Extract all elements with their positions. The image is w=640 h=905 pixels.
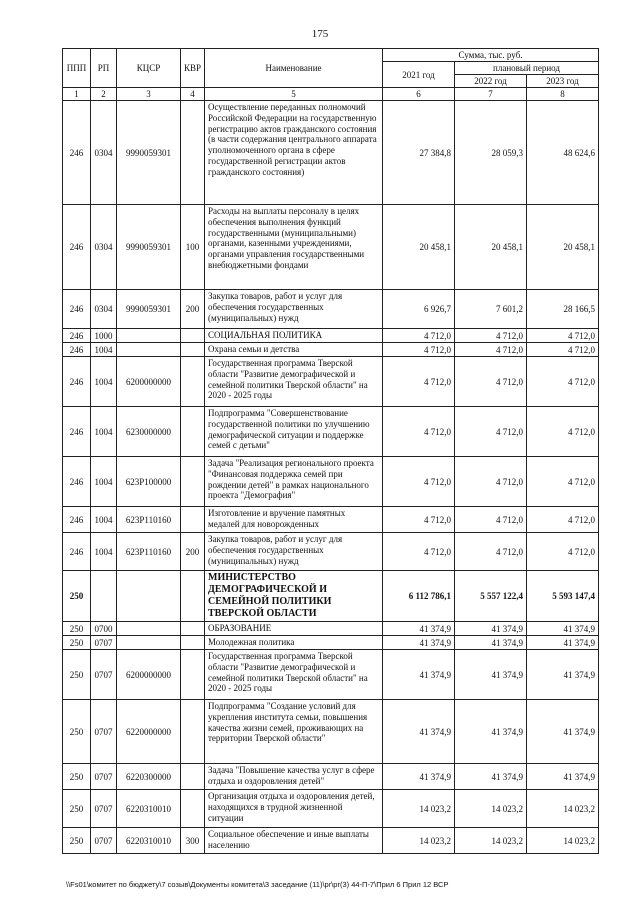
cell-kcsr xyxy=(117,571,181,622)
cell-amount-2023: 14 023,2 xyxy=(527,828,599,854)
cell-amount-2021: 4 712,0 xyxy=(383,343,455,357)
cell-amount-2022: 5 557 122,4 xyxy=(455,571,527,622)
cell-kvr xyxy=(181,101,205,205)
page-number: 175 xyxy=(311,28,329,40)
table-row xyxy=(63,101,599,205)
cell-amount-2023: 28 166,5 xyxy=(527,290,599,329)
cell-amount-2023: 5 593 147,4 xyxy=(527,571,599,622)
cell-ppp: 246 xyxy=(63,407,91,457)
cell-amount-2021: 4 712,0 xyxy=(383,329,455,343)
cell-name: Задача "Реализация регионального проекта "Финансовая поддержка семей при рождении детей" в рамках национального проекта "Демография" xyxy=(205,457,383,507)
cell-rp: 0707 xyxy=(91,764,117,790)
cell-amount-2021: 41 374,9 xyxy=(383,764,455,790)
cell-amount-2021: 4 712,0 xyxy=(383,407,455,457)
cell-amount-2022: 4 712,0 xyxy=(455,407,527,457)
cell-ppp: 246 xyxy=(63,329,91,343)
header-ppp: ППП xyxy=(63,49,91,88)
cell-kvr: 300 xyxy=(181,828,205,854)
cell-kcsr: 6220310010 xyxy=(117,828,181,854)
column-number: 1 xyxy=(63,88,91,101)
cell-amount-2022: 4 712,0 xyxy=(455,329,527,343)
cell-name: Осуществление переданных полномочий Российской Федерации на государственную регистрацию актов гражданского состояния (в части содержания центрального аппарата уполномоченного органа в сфере государственной регистрации актов гражданского состояния) xyxy=(205,101,383,205)
cell-kcsr: 9990059301 xyxy=(117,290,181,329)
cell-rp: 0707 xyxy=(91,650,117,700)
table-row xyxy=(63,329,599,343)
cell-amount-2022: 14 023,2 xyxy=(455,828,527,854)
cell-name: Закупка товаров, работ и услуг для обеспечения государственных (муниципальных) нужд xyxy=(205,533,383,571)
cell-kvr xyxy=(181,457,205,507)
cell-name: ОБРАЗОВАНИЕ xyxy=(205,622,383,636)
cell-kcsr: 9990059301 xyxy=(117,101,181,205)
table-row xyxy=(63,533,599,571)
cell-amount-2021: 4 712,0 xyxy=(383,457,455,507)
cell-kcsr xyxy=(117,329,181,343)
table-row xyxy=(63,622,599,636)
cell-amount-2022: 20 458,1 xyxy=(455,205,527,290)
cell-kcsr xyxy=(117,636,181,650)
cell-ppp: 250 xyxy=(63,828,91,854)
cell-ppp: 250 xyxy=(63,790,91,828)
cell-name: Государственная программа Тверской области "Развитие демографической и семейной политики Тверской области" на 2020 - 2025 годы xyxy=(205,650,383,700)
cell-amount-2023: 4 712,0 xyxy=(527,507,599,533)
budget-rows xyxy=(63,101,599,854)
cell-amount-2023: 41 374,9 xyxy=(527,700,599,764)
cell-kvr xyxy=(181,650,205,700)
cell-rp: 0304 xyxy=(91,101,117,205)
cell-amount-2023: 4 712,0 xyxy=(527,533,599,571)
cell-name: Изготовление и вручение памятных медалей для новорожденных xyxy=(205,507,383,533)
cell-kcsr: 6220000000 xyxy=(117,700,181,764)
cell-amount-2021: 41 374,9 xyxy=(383,650,455,700)
cell-name: Государственная программа Тверской области "Развитие демографической и семейной политики Тверской области" на 2020 - 2025 годы xyxy=(205,357,383,407)
cell-kcsr: 6220310010 xyxy=(117,790,181,828)
cell-kvr xyxy=(181,790,205,828)
header-year-2021: 2021 год xyxy=(383,62,455,88)
cell-kvr xyxy=(181,571,205,622)
cell-amount-2022: 41 374,9 xyxy=(455,700,527,764)
cell-kvr xyxy=(181,343,205,357)
cell-amount-2023: 4 712,0 xyxy=(527,357,599,407)
cell-kcsr: 6220300000 xyxy=(117,764,181,790)
column-number: 5 xyxy=(205,88,383,101)
table-row xyxy=(63,650,599,700)
cell-amount-2022: 4 712,0 xyxy=(455,357,527,407)
table-row xyxy=(63,343,599,357)
table-row xyxy=(63,357,599,407)
cell-amount-2022: 4 712,0 xyxy=(455,457,527,507)
header-planned-period: плановый период xyxy=(455,62,599,75)
header-kvr: КВР xyxy=(181,49,205,88)
cell-amount-2023: 41 374,9 xyxy=(527,622,599,636)
cell-amount-2022: 4 712,0 xyxy=(455,343,527,357)
cell-amount-2023: 4 712,0 xyxy=(527,407,599,457)
cell-ppp: 250 xyxy=(63,622,91,636)
cell-kcsr: 623P110160 xyxy=(117,533,181,571)
cell-kvr xyxy=(181,329,205,343)
cell-amount-2023: 41 374,9 xyxy=(527,636,599,650)
cell-name: Молодежная политика xyxy=(205,636,383,650)
cell-amount-2023: 41 374,9 xyxy=(527,650,599,700)
cell-name: Задача "Повышение качества услуг в сфере отдыха и оздоровления детей" xyxy=(205,764,383,790)
cell-amount-2021: 4 712,0 xyxy=(383,533,455,571)
cell-ppp: 246 xyxy=(63,457,91,507)
cell-rp: 0707 xyxy=(91,636,117,650)
table-row xyxy=(63,407,599,457)
header-sum: Сумма, тыс. руб. xyxy=(383,49,599,62)
cell-ppp: 246 xyxy=(63,290,91,329)
header-name: Наименование xyxy=(205,49,383,88)
cell-rp: 1000 xyxy=(91,329,117,343)
cell-rp: 1004 xyxy=(91,507,117,533)
cell-rp: 1004 xyxy=(91,343,117,357)
cell-amount-2023: 20 458,1 xyxy=(527,205,599,290)
cell-ppp: 250 xyxy=(63,764,91,790)
cell-rp: 0707 xyxy=(91,790,117,828)
cell-name: Закупка товаров, работ и услуг для обеспечения государственных (муниципальных) нужд xyxy=(205,290,383,329)
cell-amount-2021: 6 112 786,1 xyxy=(383,571,455,622)
cell-ppp: 246 xyxy=(63,343,91,357)
cell-amount-2022: 41 374,9 xyxy=(455,622,527,636)
cell-amount-2023: 4 712,0 xyxy=(527,343,599,357)
cell-amount-2022: 28 059,3 xyxy=(455,101,527,205)
cell-name: МИНИСТЕРСТВО ДЕМОГРАФИЧЕСКОЙ И СЕМЕЙНОЙ ПОЛИТИКИ ТВЕРСКОЙ ОБЛАСТИ xyxy=(205,571,383,622)
cell-amount-2021: 4 712,0 xyxy=(383,357,455,407)
cell-ppp: 250 xyxy=(63,636,91,650)
column-number: 4 xyxy=(181,88,205,101)
budget-table xyxy=(62,48,599,854)
table-row xyxy=(63,205,599,290)
table-row xyxy=(63,571,599,622)
cell-name: Расходы на выплаты персоналу в целях обеспечения выполнения функций государственными (муниципальными) органами, казенными учреждениями, органами управления государственными внебюджетными фондами xyxy=(205,205,383,290)
footer-file-path: \\Fs01\комитет по бюджету\7 созыв\Документы комитета\3 заседание (11)\pr\pr(3) 44-П-7\Прил 6 Прил 12 ВСР xyxy=(66,880,449,889)
column-number: 6 xyxy=(383,88,455,101)
cell-kcsr xyxy=(117,622,181,636)
cell-kcsr xyxy=(117,343,181,357)
cell-kvr: 200 xyxy=(181,533,205,571)
cell-ppp: 246 xyxy=(63,205,91,290)
cell-kvr xyxy=(181,700,205,764)
cell-rp: 0304 xyxy=(91,205,117,290)
cell-amount-2021: 20 458,1 xyxy=(383,205,455,290)
cell-rp xyxy=(91,571,117,622)
column-number: 2 xyxy=(91,88,117,101)
cell-ppp: 246 xyxy=(63,533,91,571)
cell-name: СОЦИАЛЬНАЯ ПОЛИТИКА xyxy=(205,329,383,343)
column-number: 7 xyxy=(455,88,527,101)
cell-kvr: 200 xyxy=(181,290,205,329)
cell-amount-2022: 41 374,9 xyxy=(455,636,527,650)
cell-ppp: 250 xyxy=(63,650,91,700)
cell-kcsr: 6200000000 xyxy=(117,650,181,700)
cell-name: Охрана семьи и детства xyxy=(205,343,383,357)
cell-kvr: 100 xyxy=(181,205,205,290)
cell-amount-2021: 27 384,8 xyxy=(383,101,455,205)
cell-amount-2023: 4 712,0 xyxy=(527,457,599,507)
cell-amount-2023: 48 624,6 xyxy=(527,101,599,205)
cell-ppp: 250 xyxy=(63,700,91,764)
cell-amount-2022: 4 712,0 xyxy=(455,533,527,571)
cell-amount-2021: 6 926,7 xyxy=(383,290,455,329)
cell-amount-2022: 41 374,9 xyxy=(455,764,527,790)
cell-rp: 1004 xyxy=(91,457,117,507)
cell-kvr xyxy=(181,764,205,790)
header-year-2023: 2023 год xyxy=(527,75,599,88)
table-row xyxy=(63,636,599,650)
table-row xyxy=(63,700,599,764)
table-row xyxy=(63,457,599,507)
cell-amount-2023: 4 712,0 xyxy=(527,329,599,343)
cell-amount-2021: 41 374,9 xyxy=(383,622,455,636)
cell-amount-2022: 14 023,2 xyxy=(455,790,527,828)
cell-amount-2022: 41 374,9 xyxy=(455,650,527,700)
column-number: 8 xyxy=(527,88,599,101)
table-row xyxy=(63,290,599,329)
cell-name: Организация отдыха и оздоровления детей, находящихся в трудной жизненной ситуации xyxy=(205,790,383,828)
cell-amount-2021: 41 374,9 xyxy=(383,700,455,764)
cell-amount-2023: 14 023,2 xyxy=(527,790,599,828)
cell-name: Подпрограмма "Создание условий для укрепления института семьи, повышения качества жизни семей, проживающих на территории Тверской области" xyxy=(205,700,383,764)
cell-rp: 1004 xyxy=(91,407,117,457)
table-row xyxy=(63,828,599,854)
cell-kvr xyxy=(181,507,205,533)
cell-rp: 0707 xyxy=(91,700,117,764)
cell-amount-2021: 41 374,9 xyxy=(383,636,455,650)
cell-ppp: 246 xyxy=(63,357,91,407)
cell-kcsr: 623P110160 xyxy=(117,507,181,533)
cell-rp: 0707 xyxy=(91,828,117,854)
cell-amount-2021: 14 023,2 xyxy=(383,828,455,854)
cell-rp: 0304 xyxy=(91,290,117,329)
cell-kcsr: 6230000000 xyxy=(117,407,181,457)
cell-amount-2022: 4 712,0 xyxy=(455,507,527,533)
cell-rp: 0700 xyxy=(91,622,117,636)
cell-kvr xyxy=(181,357,205,407)
header-rp: РП xyxy=(91,49,117,88)
cell-name: Социальное обеспечение и иные выплаты населению xyxy=(205,828,383,854)
cell-ppp: 246 xyxy=(63,507,91,533)
cell-kvr xyxy=(181,407,205,457)
cell-ppp: 250 xyxy=(63,571,91,622)
cell-kvr xyxy=(181,622,205,636)
cell-name: Подпрограмма "Совершенствование государственной политики по улучшению демографической ситуации и поддержке семей с детьми" xyxy=(205,407,383,457)
cell-kcsr: 9990059301 xyxy=(117,205,181,290)
cell-amount-2022: 7 601,2 xyxy=(455,290,527,329)
table-row xyxy=(63,764,599,790)
cell-kcsr: 6200000000 xyxy=(117,357,181,407)
cell-rp: 1004 xyxy=(91,357,117,407)
cell-amount-2021: 14 023,2 xyxy=(383,790,455,828)
cell-kcsr: 623P100000 xyxy=(117,457,181,507)
cell-kvr xyxy=(181,636,205,650)
header-kcsr: КЦСР xyxy=(117,49,181,88)
table-row xyxy=(63,507,599,533)
cell-amount-2021: 4 712,0 xyxy=(383,507,455,533)
cell-rp: 1004 xyxy=(91,533,117,571)
header-year-2022: 2022 год xyxy=(455,75,527,88)
column-number: 3 xyxy=(117,88,181,101)
table-row xyxy=(63,790,599,828)
cell-ppp: 246 xyxy=(63,101,91,205)
cell-amount-2023: 41 374,9 xyxy=(527,764,599,790)
